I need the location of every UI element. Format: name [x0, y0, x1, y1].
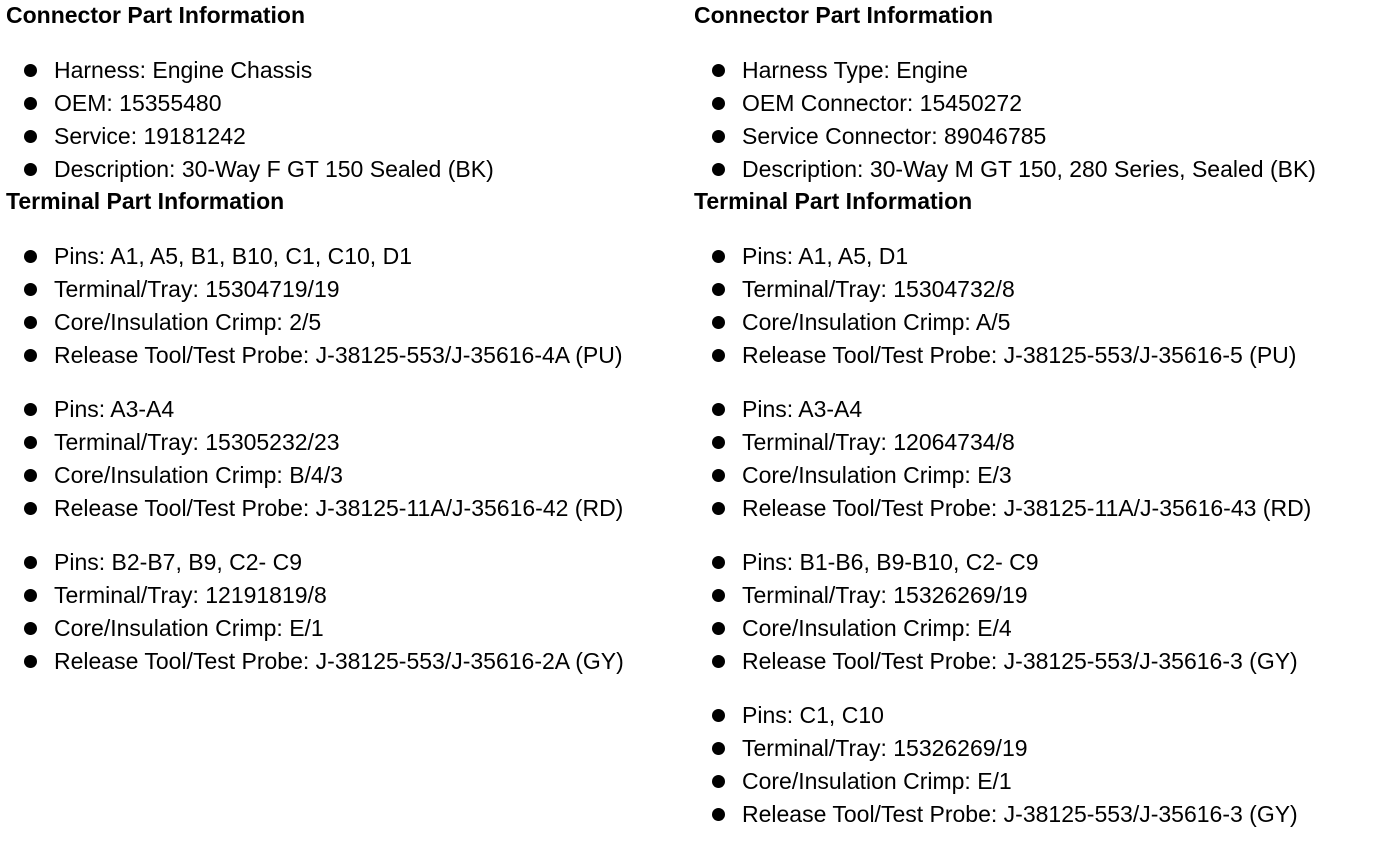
- list-item: Core/Insulation Crimp: A/5: [694, 306, 1384, 339]
- bullet-icon: [24, 163, 37, 176]
- bullet-icon: [712, 808, 725, 821]
- list-item: Harness Type: Engine: [694, 54, 1384, 87]
- list-item: Core/Insulation Crimp: B/4/3: [6, 459, 686, 492]
- list-item: Core/Insulation Crimp: 2/5: [6, 306, 686, 339]
- bullet-icon: [712, 283, 725, 296]
- terminal-group: [6, 240, 686, 372]
- bullet-icon: [712, 64, 725, 77]
- connector-info-list: [6, 54, 686, 186]
- bullet-icon: [712, 502, 725, 515]
- list-item: Release Tool/Test Probe: J-38125-11A/J-35616-42 (RD): [6, 492, 686, 525]
- bullet-icon: [24, 622, 37, 635]
- terminal-group: [694, 393, 1384, 525]
- list-item: Release Tool/Test Probe: J-38125-553/J-35616-5 (PU): [694, 339, 1384, 372]
- list-item: Core/Insulation Crimp: E/3: [694, 459, 1384, 492]
- bullet-icon: [24, 436, 37, 449]
- bullet-icon: [712, 436, 725, 449]
- left-column: [6, 0, 686, 678]
- list-item: Terminal/Tray: 15326269/19: [694, 579, 1384, 612]
- list-item: Harness: Engine Chassis: [6, 54, 686, 87]
- bullet-icon: [712, 655, 725, 668]
- list-item: Core/Insulation Crimp: E/1: [694, 765, 1384, 798]
- terminal-group: [694, 699, 1384, 831]
- list-item: Pins: C1, C10: [694, 699, 1384, 732]
- bullet-icon: [712, 316, 725, 329]
- list-item: Pins: B1-B6, B9-B10, C2- C9: [694, 546, 1384, 579]
- list-item: Core/Insulation Crimp: E/1: [6, 612, 686, 645]
- terminal-part-heading: Terminal Part Information: [6, 188, 285, 214]
- bullet-icon: [24, 283, 37, 296]
- connector-part-heading: Connector Part Information: [6, 2, 306, 28]
- bullet-icon: [712, 130, 725, 143]
- connector-part-heading: Connector Part Information: [694, 2, 994, 28]
- terminal-group: [694, 546, 1384, 678]
- list-item: Pins: A3-A4: [694, 393, 1384, 426]
- bullet-icon: [24, 589, 37, 602]
- list-item: Service Connector: 89046785: [694, 120, 1384, 153]
- list-item: Pins: B2-B7, B9, C2- C9: [6, 546, 686, 579]
- list-item: Service: 19181242: [6, 120, 686, 153]
- bullet-icon: [712, 97, 725, 110]
- bullet-icon: [712, 556, 725, 569]
- list-item: Terminal/Tray: 15304732/8: [694, 273, 1384, 306]
- bullet-icon: [24, 556, 37, 569]
- bullet-icon: [24, 502, 37, 515]
- list-item: Release Tool/Test Probe: J-38125-553/J-35616-4A (PU): [6, 339, 686, 372]
- list-item: Description: 30-Way M GT 150, 280 Series, Sealed (BK): [694, 153, 1384, 186]
- terminal-group: [694, 240, 1384, 372]
- list-item: Terminal/Tray: 15326269/19: [694, 732, 1384, 765]
- bullet-icon: [712, 163, 725, 176]
- list-item: Pins: A3-A4: [6, 393, 686, 426]
- list-item: Description: 30-Way F GT 150 Sealed (BK): [6, 153, 686, 186]
- list-item: Pins: A1, A5, B1, B10, C1, C10, D1: [6, 240, 686, 273]
- list-item: Pins: A1, A5, D1: [694, 240, 1384, 273]
- bullet-icon: [712, 349, 725, 362]
- bullet-icon: [24, 469, 37, 482]
- bullet-icon: [712, 775, 725, 788]
- connector-info-list: [694, 54, 1384, 186]
- bullet-icon: [24, 250, 37, 263]
- bullet-icon: [712, 622, 725, 635]
- bullet-icon: [24, 97, 37, 110]
- list-item: Core/Insulation Crimp: E/4: [694, 612, 1384, 645]
- bullet-icon: [712, 709, 725, 722]
- list-item: OEM: 15355480: [6, 87, 686, 120]
- bullet-icon: [712, 403, 725, 416]
- bullet-icon: [712, 589, 725, 602]
- terminal-group: [6, 546, 686, 678]
- list-item: Terminal/Tray: 15305232/23: [6, 426, 686, 459]
- bullet-icon: [24, 403, 37, 416]
- list-item: Release Tool/Test Probe: J-38125-553/J-35616-3 (GY): [694, 645, 1384, 678]
- bullet-icon: [24, 130, 37, 143]
- list-item: Release Tool/Test Probe: J-38125-553/J-35616-3 (GY): [694, 798, 1384, 831]
- bullet-icon: [712, 469, 725, 482]
- terminal-part-heading: Terminal Part Information: [694, 188, 973, 214]
- list-item: Release Tool/Test Probe: J-38125-553/J-35616-2A (GY): [6, 645, 686, 678]
- list-item: Release Tool/Test Probe: J-38125-11A/J-35616-43 (RD): [694, 492, 1384, 525]
- terminal-group: [6, 393, 686, 525]
- right-column: [694, 0, 1384, 831]
- bullet-icon: [24, 316, 37, 329]
- bullet-icon: [24, 655, 37, 668]
- list-item: Terminal/Tray: 12191819/8: [6, 579, 686, 612]
- list-item: Terminal/Tray: 15304719/19: [6, 273, 686, 306]
- bullet-icon: [712, 742, 725, 755]
- bullet-icon: [712, 250, 725, 263]
- list-item: Terminal/Tray: 12064734/8: [694, 426, 1384, 459]
- bullet-icon: [24, 349, 37, 362]
- list-item: OEM Connector: 15450272: [694, 87, 1384, 120]
- bullet-icon: [24, 64, 37, 77]
